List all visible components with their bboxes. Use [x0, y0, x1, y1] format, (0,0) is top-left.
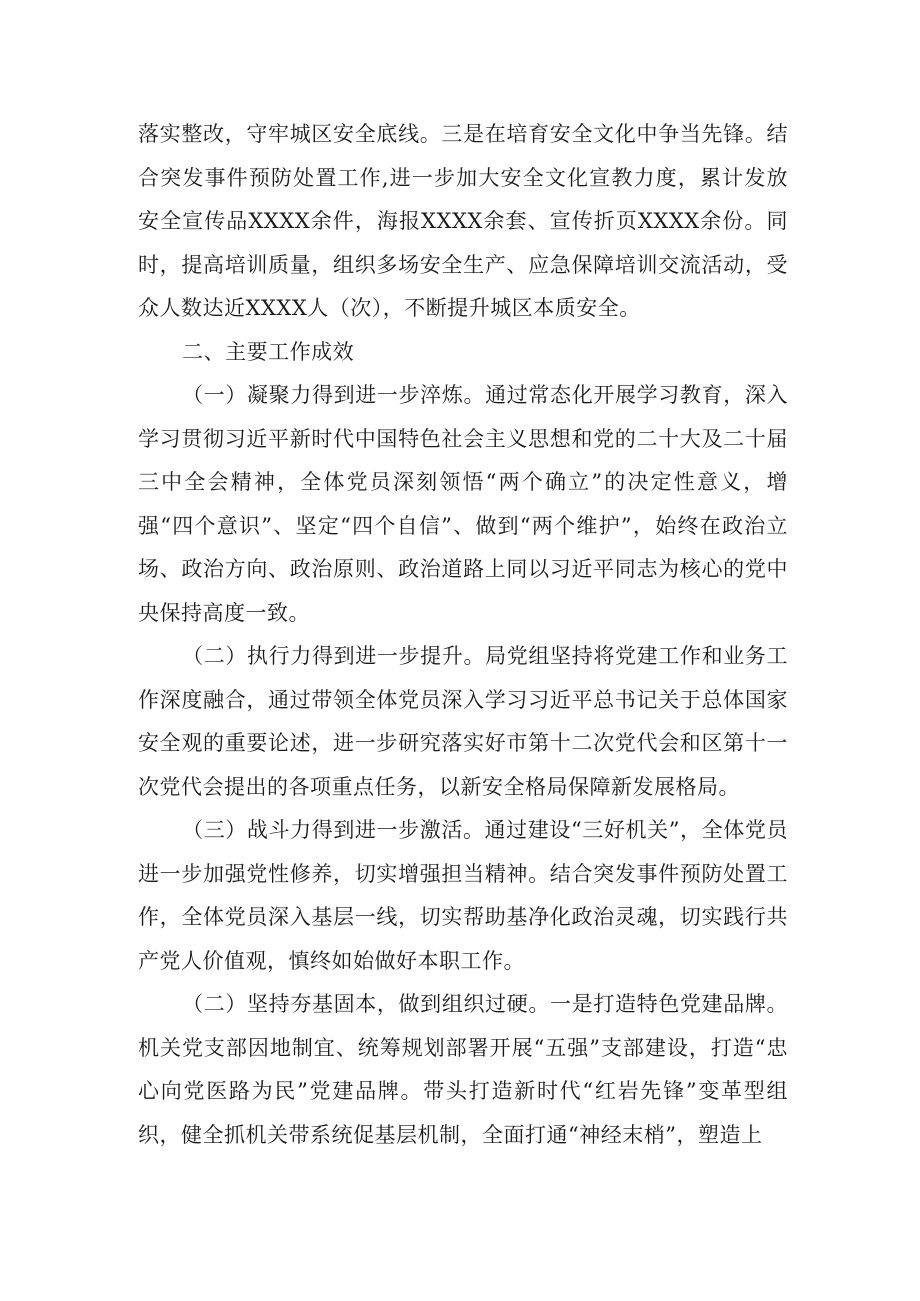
- body-paragraph-execution: （二）执行力得到进一步提升。局党组坚持将党建工作和业务工作深度融合，通过带领全体党员深入学习习近平总书记关于总体国家安全观的重要论述，进一步研究落实好市第十二次党代会和区第十一次党代会提出的各项重点任务，以新安全格局保障新发展格局。: [138, 644, 788, 799]
- body-paragraph-combat: （三）战斗力得到进一步激活。通过建设“三好机关”，全体党员进一步加强党性修养，切实增强担当精神。结合突发事件预防处置工作，全体党员深入基层一线，切实帮助基净化政治灵魂，切实践行共产党人价值观，慎终如始做好本职工作。: [138, 818, 788, 973]
- body-paragraph-continued: 落实整改，守牢城区安全底线。三是在培育安全文化中争当先锋。结合突发事件预防处置工作,进一步加大安全文化宣教力度，累计发放安全宣传品XXXX余件，海报XXXX余套、宣传折页XXXX余份。同时，提高培训质量，组织多场安全生产、应急保障培训交流活动，受众人数达近XXXX人（次），不断提升城区本质安全。: [138, 122, 788, 320]
- body-paragraph-cohesion: （一）凝聚力得到进一步淬炼。通过常态化开展学习教育，深入学习贯彻习近平新时代中国特色社会主义思想和党的二十大及二十届三中全会精神，全体党员深刻领悟“两个确立”的决定性意义，增强“四个意识”、坚定“四个自信”、做到“两个维护”，始终在政治立场、政治方向、政治原则、政治道路上同以习近平同志为核心的党中央保持高度一致。: [138, 383, 788, 625]
- section-heading: 二、主要工作成效: [182, 339, 355, 364]
- document-body: [138, 113, 788, 1157]
- body-paragraph-foundation: （二）坚持夯基固本，做到组织过硬。一是打造特色党建品牌。机关党支部因地制宜、统筹规划部署开展“五强”支部建设，打造“忠心向党医路为民”党建品牌。带头打造新时代“红岩先锋”变革型组织，健全抓机关带系统促基层机制，全面打通“神经末梢”，塑造上: [138, 992, 788, 1147]
